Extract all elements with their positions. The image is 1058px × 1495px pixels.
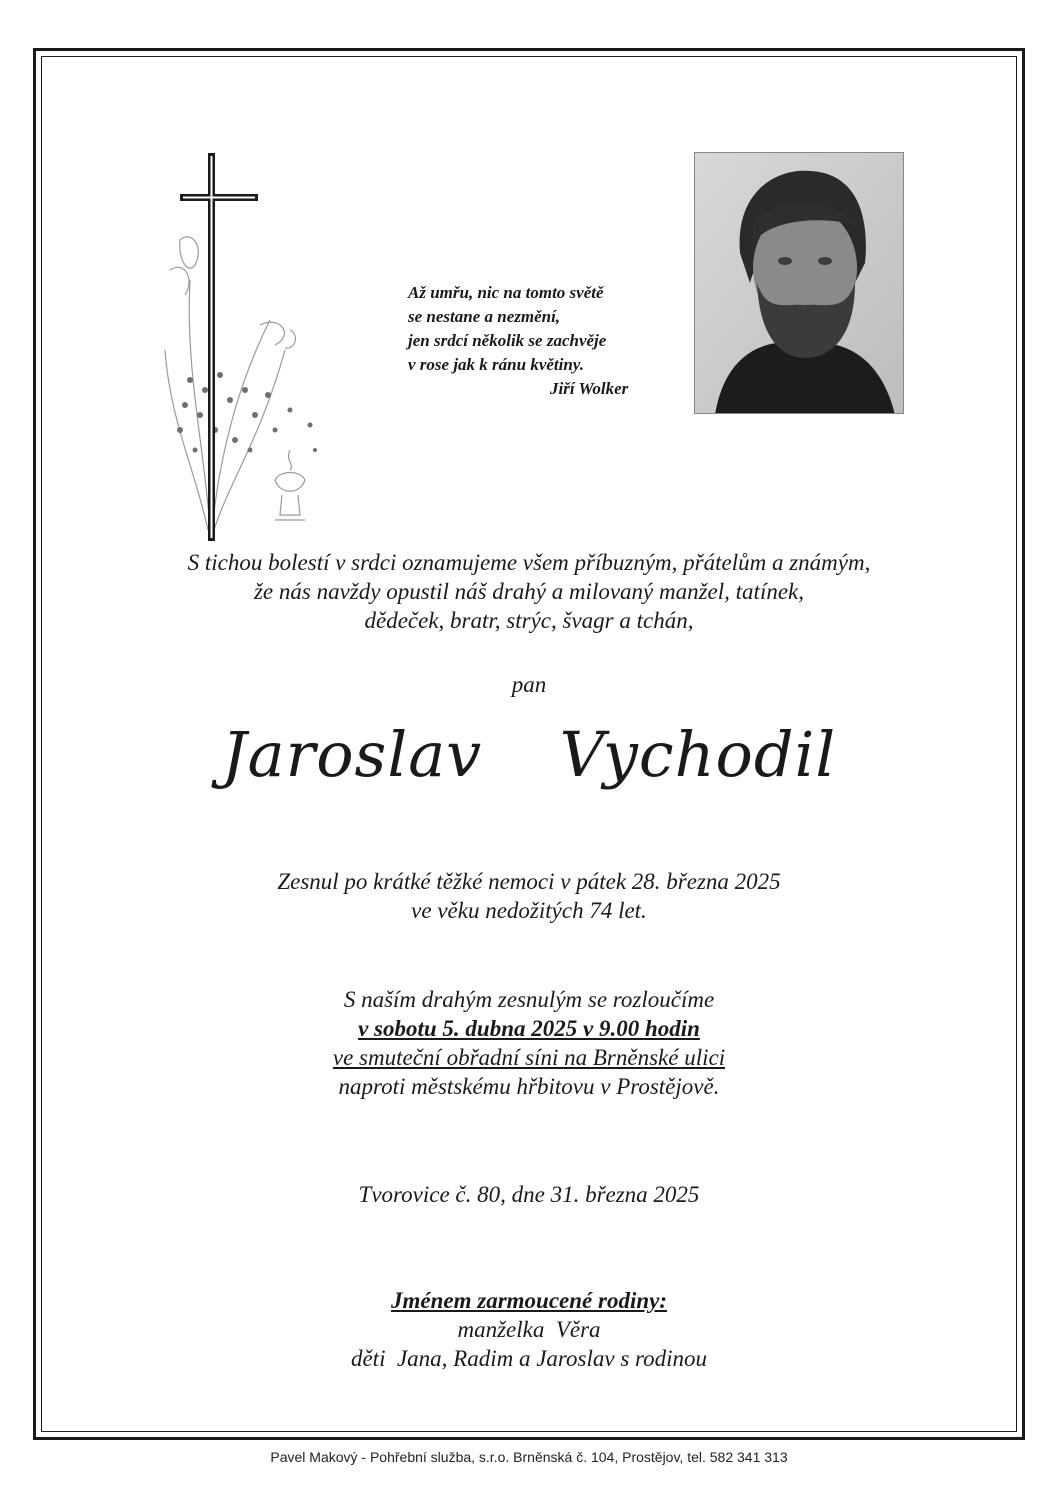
farewell-place: ve smuteční obřadní síni na Brněnské ulici bbox=[332, 1045, 726, 1070]
cross-with-flowers-illustration bbox=[150, 150, 350, 545]
announcement-line: že nás navždy opustil náš drahý a milovaný manžel, tatínek, bbox=[253, 579, 804, 604]
funeral-service-footer: Pavel Makový - Pohřební služba, s.r.o. Brněnská č. 104, Prostějov, tel. 582 341 313 bbox=[270, 1449, 788, 1465]
title-word-text: pan bbox=[511, 672, 547, 697]
farewell-notice bbox=[0, 985, 1058, 1101]
farewell-place-note: naproti městskému hřbitovu v Prostějově. bbox=[338, 1074, 720, 1099]
portrait-photo bbox=[694, 152, 904, 414]
farewell-intro: S naším drahým zesnulým se rozloučíme bbox=[343, 987, 715, 1012]
place-date bbox=[0, 1180, 1058, 1209]
place-date-text: Tvorovice č. 80, dne 31. března 2025 bbox=[358, 1182, 700, 1207]
poem-line: v rose jak k ránu květiny. bbox=[408, 355, 584, 374]
death-notice bbox=[0, 867, 1058, 925]
death-line: Zesnul po krátké těžké nemoci v pátek 28. března 2025 bbox=[277, 869, 781, 894]
poem-line: se nestane a nezmění, bbox=[408, 307, 561, 326]
poem-line: Až umřu, nic na tomto světě bbox=[408, 283, 604, 302]
announcement-line: dědeček, bratr, strýc, švagr a tchán, bbox=[364, 608, 694, 633]
death-line: ve věku nedožitých 74 let. bbox=[411, 898, 647, 923]
farewell-datetime: v sobotu 5. dubna 2025 v 9.00 hodin bbox=[358, 1016, 700, 1041]
family-line: manželka Věra bbox=[457, 1317, 601, 1342]
announcement-line: S tichou bolestí v srdci oznamujeme všem příbuzným, přátelům a známým, bbox=[187, 550, 871, 575]
announcement bbox=[0, 548, 1058, 635]
poem-author: Jiří Wolker bbox=[550, 379, 629, 398]
portrait-image bbox=[695, 153, 904, 414]
poem bbox=[408, 281, 688, 401]
deceased-name: Jaroslav Vychodil bbox=[221, 718, 837, 791]
poem-line: jen srdcí několik se zachvěje bbox=[408, 331, 607, 350]
family-line: děti Jana, Radim a Jaroslav s rodinou bbox=[350, 1346, 708, 1371]
family-heading: Jménem zarmoucené rodiny: bbox=[391, 1288, 667, 1313]
title-word bbox=[0, 670, 1058, 699]
family-signature bbox=[0, 1286, 1058, 1373]
